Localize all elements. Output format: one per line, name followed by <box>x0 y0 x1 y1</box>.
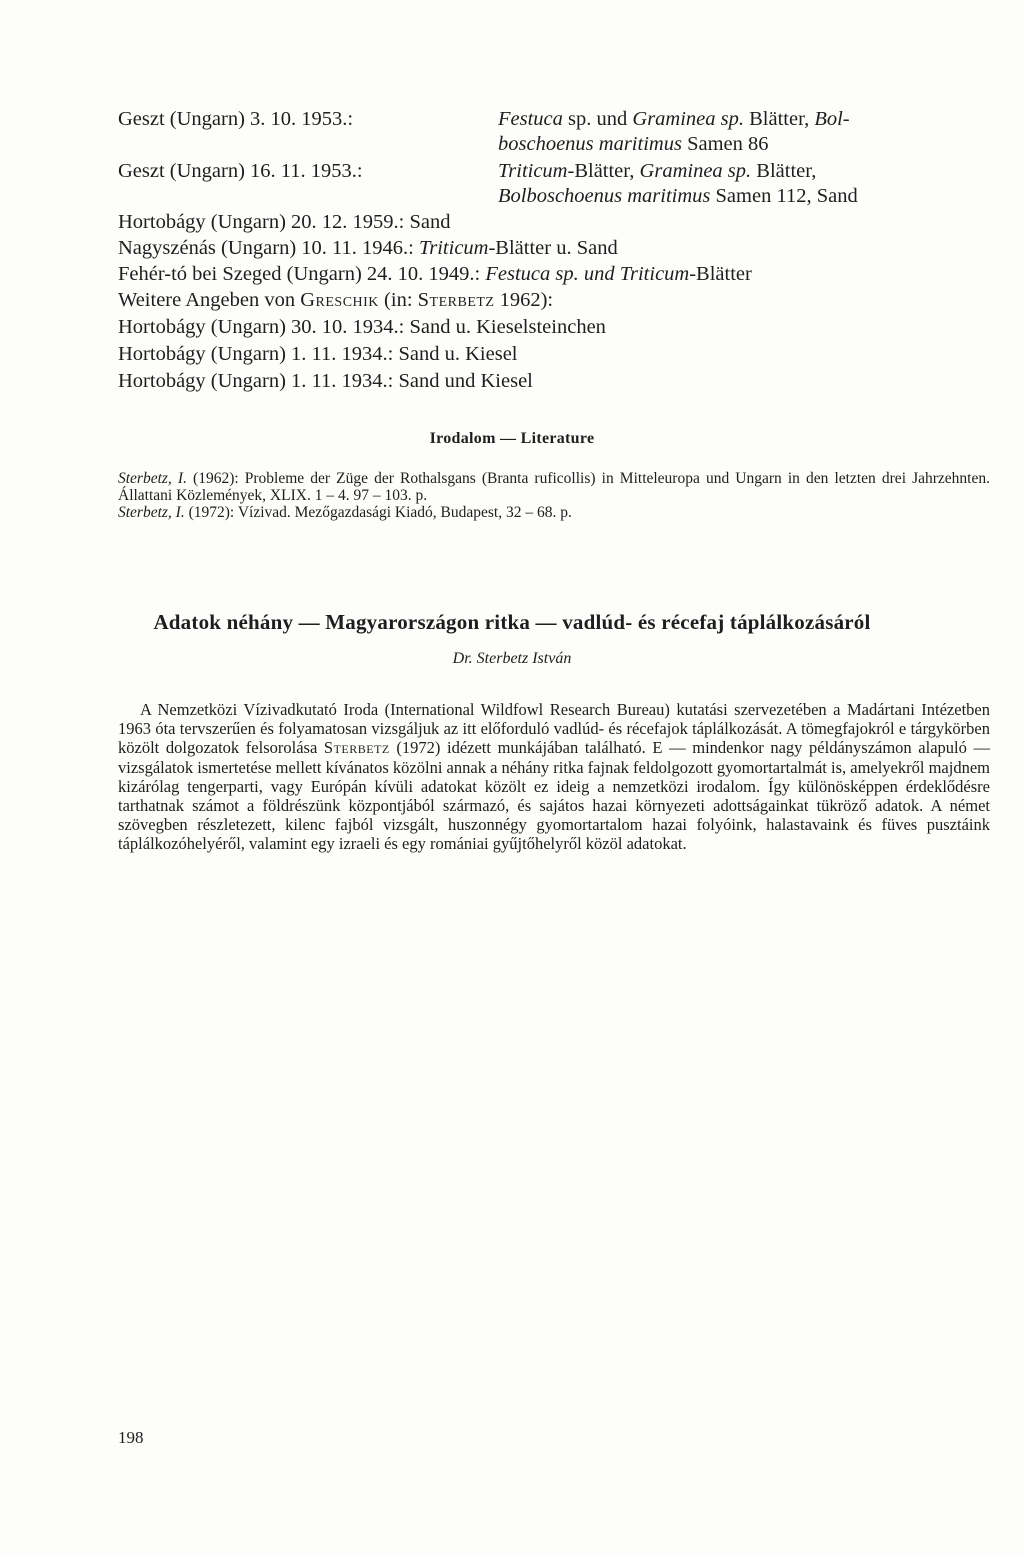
literature-heading: Irodalom — Literature <box>429 430 595 447</box>
article-paragraph: A Nemzetközi Vízivadkutató Iroda (International Wildfowl Research Bureau) kutatási szervezetében a Madártani Intézetben 1963 óta tervszerűen és folyamatosan vizsgáljuk az itt előforduló vadlúd- és récefajok táplálkozását. A tömegfajokról e tárgykörben közölt dolgozatok felsorolása Sterbetz (1972) idézett munkájában található. E — mindenkor nagy példányszámon alapuló — vizsgálatok ismertetése mellett kívánatos közölni annak a néhány ritka fajnak feldolgozott gyomortartalmát is, amelyekről majdnem kizárólag tengerparti, vagy Európán kívüli adatokat közölt ez ideig a nemzetközi irodalom. Így különösképpen érdeklődésre tarthatnak számot a földrészünk központjából származó, és sajátos hazai környezeti adottságainkat tükröző adatok. A német szövegben részletezett, kilenc fajból vizsgált, huszonnégy gyomortartalom hazai folyóink, halastavaink és füves pusztáink táplálkozóhelyéről, valamint egy izraeli és egy romániai gyűjtőhelyről közöl adatokat. <box>118 700 990 854</box>
record-label: Geszt (Ungarn) 3. 10. 1953.: <box>118 108 354 130</box>
reference-2: Sterbetz, I. (1972): Vízivad. Mezőgazdasági Kiadó, Budapest, 32 – 68. p. <box>118 504 572 521</box>
reference-1: Sterbetz, I. (1962): Probleme der Züge der Rothalsgans (Branta ruficollis) in Mitteleuropa und Ungarn in den letzten drei Jahrzehnten. Állattani Közlemények, XLIX. 1 – 4. 97 – 103. p. <box>118 470 990 504</box>
article-author: Dr. Sterbetz István <box>452 650 572 667</box>
record-hortobagy-1959: Hortobágy (Ungarn) 20. 12. 1959.: Sand <box>118 211 451 233</box>
further-data-heading: Weitere Angeben von Greschik (in: Sterbetz 1962): <box>118 289 554 311</box>
page-number: 198 <box>118 1428 144 1447</box>
record-hortobagy-1934-a: Hortobágy (Ungarn) 30. 10. 1934.: Sand u. Kieselsteinchen <box>118 316 606 338</box>
record-hortobagy-1934-c: Hortobágy (Ungarn) 1. 11. 1934.: Sand und Kiesel <box>118 370 533 392</box>
article-title: Adatok néhány — Magyarországon ritka — vadlúd- és récefaj táplálkozásáról <box>153 610 871 634</box>
record-geszt-1 <box>118 107 988 157</box>
record-feher-to: Fehér-tó bei Szeged (Ungarn) 24. 10. 1949.: Festuca sp. und Triticum-Blätter <box>118 263 752 285</box>
record-hortobagy-1934-b: Hortobágy (Ungarn) 1. 11. 1934.: Sand u. Kiesel <box>118 343 518 365</box>
record-value: Festuca sp. und Graminea sp. Blätter, Bol- boschoenus maritimus Samen 86 <box>498 108 850 155</box>
record-geszt-2 <box>118 159 988 209</box>
record-value: Triticum-Blätter, Graminea sp. Blätter, Bolboschoenus maritimus Samen 112, Sand <box>498 160 858 207</box>
literature-list <box>118 470 990 521</box>
record-label: Geszt (Ungarn) 16. 11. 1953.: <box>118 160 363 182</box>
record-nagyszenas: Nagyszénás (Ungarn) 10. 11. 1946.: Triticum-Blätter u. Sand <box>118 237 618 259</box>
